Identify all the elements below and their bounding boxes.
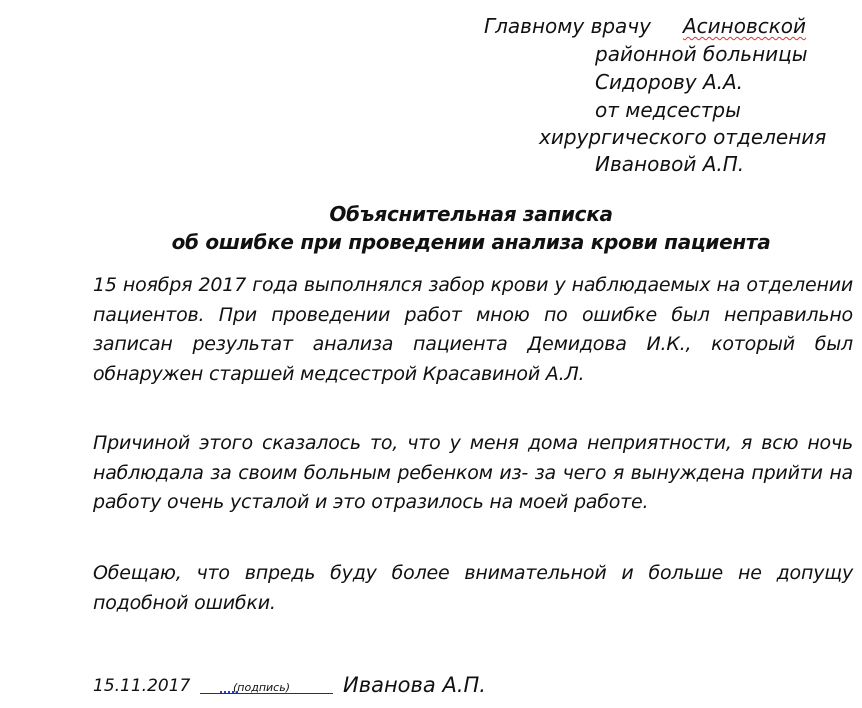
addressee-recipient-title: Главному врачу: [484, 14, 651, 38]
addressee-line-3: Сидорову А.А.: [595, 70, 744, 94]
addressee-line-1: [484, 12, 806, 40]
document-subtitle: об ошибке при проведении анализа крови пациента: [171, 230, 771, 254]
addressee-line-5: хирургического отделения: [539, 125, 827, 149]
signature-date: 15.11.2017: [93, 676, 191, 696]
addressee-line-6: Ивановой А.П.: [595, 152, 745, 176]
body-paragraph-1: 15 ноября 2017 года выполнялся забор крови у наблюдаемых на отделении пациентов. При проведении работ мною по ошибке был неправильно записан результат анализа пациента Демидова И.К., который был обнаружен старшей медсестрой Красавиной А.Л.: [93, 274, 853, 385]
addressee-line-4: от медсестры: [595, 98, 741, 122]
document-title: Объяснительная записка: [329, 202, 613, 226]
body-paragraph-3: Обещаю, что впредь буду более внимательной и больше не допущу подобной ошибки.: [93, 562, 853, 614]
addressee-line-2: районной больницы: [595, 42, 808, 66]
addressee-hospital-name: Асиновской: [682, 14, 807, 38]
body-paragraph-2: Причиной этого сказалось то, что у меня дома неприятности, я всю ночь наблюдала за своим больным ребенком из- за чего я вынуждена прийти на работу очень усталой и это отразилось на моей работе.: [93, 432, 853, 513]
signature-caption: (подпись): [233, 681, 290, 694]
signatory-name: Иванова А.П.: [343, 673, 486, 697]
